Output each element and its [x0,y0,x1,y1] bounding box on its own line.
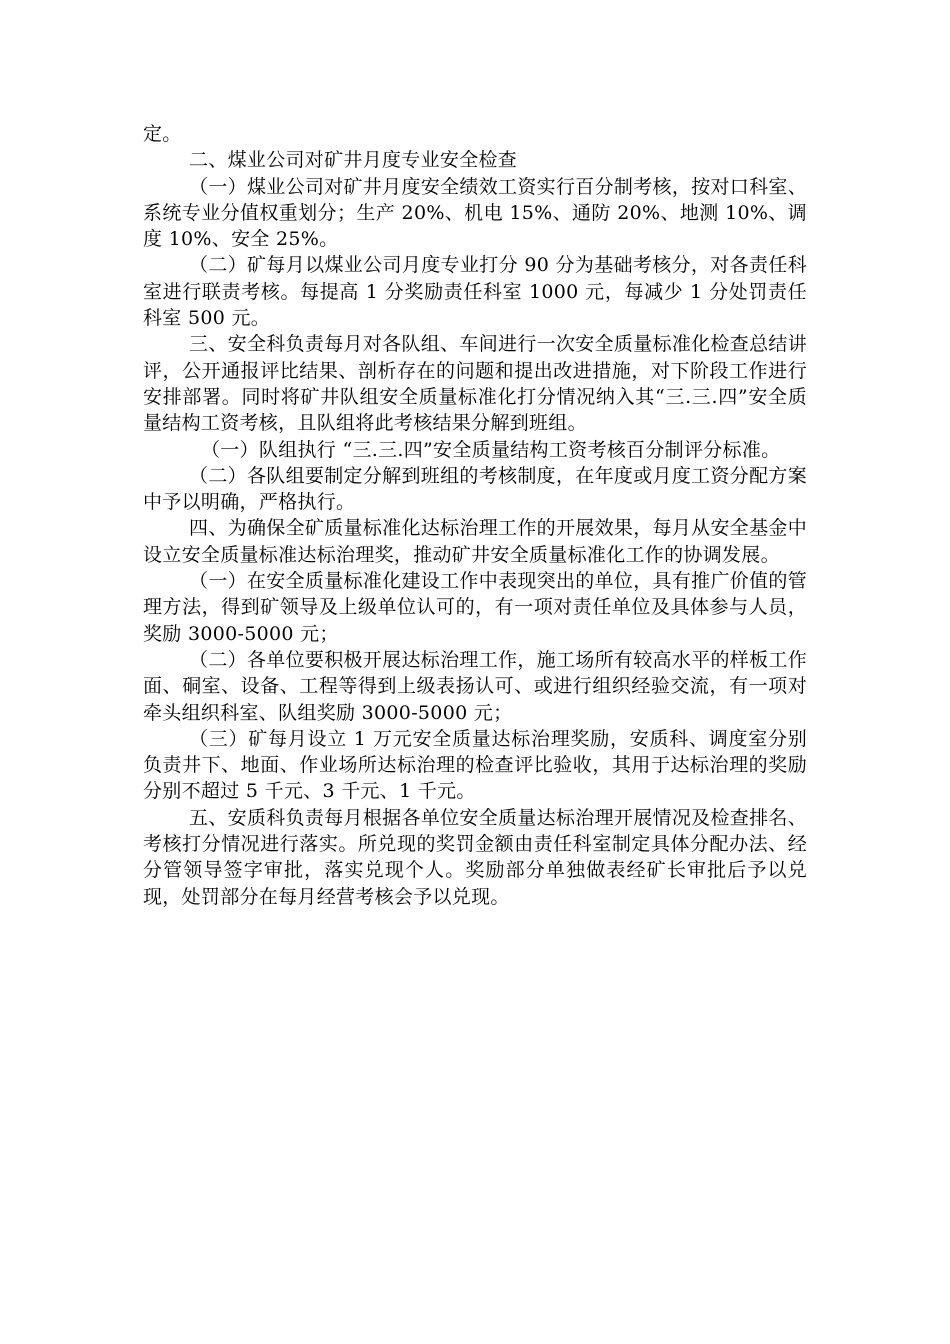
paragraph-4-3: （三）矿每月设立 1 万元安全质量达标治理奖励，安质科、调度室分别负责井下、地面、作业场所达标治理的检查评比验收，其用于达标治理的奖励分别不超过 5 千元、3 千元、1 千元。 [143,727,807,803]
section-heading-2: 二、煤业公司对矿井月度专业安全检查 [189,149,518,172]
section-heading-4: 四、为确保全矿质量标准化达标治理工作的开展效果，每月从安全基金中设立安全质量标准达标治理奖，推动矿井安全质量标准化工作的协调发展。 [143,517,807,566]
section-heading-3: 三、安全科负责每月对各队组、车间进行一次安全质量标准化检查总结讲评，公开通报评比结果、剖析存在的问题和提出改进措施，对下阶段工作进行安排部署。同时将矿井队组安全质量标准化打分情况纳入其“三.三.四”安全质量结构工资考核，且队组将此考核结果分解到班组。 [143,333,807,435]
paragraph-2-1: （一）煤业公司对矿井月度安全绩效工资实行百分制考核，按对口科室、系统专业分值权重划分；生产 20%、机电 15%、通防 20%、地测 10%、调度 10%、安全 25%。 [143,175,807,251]
paragraph-4-1: （一）在安全质量标准化建设工作中表现突出的单位，具有推广价值的管理方法，得到矿领导及上级单位认可的，有一项对责任单位及具体参与人员，奖励 3000-5000 元； [143,570,807,645]
document-page [143,121,807,910]
paragraph-3-1: （一）队组执行 “三.三.四”安全质量结构工资考核百分制评分标准。 [201,438,781,461]
paragraph-4-2: （二）各单位要积极开展达标治理工作，施工场所有较高水平的样板工作面、硐室、设备、工程等得到上级表扬认可、或进行组织经验交流，有一项对牵头组织科室、队组奖励 3000-5000 元； [143,648,807,724]
paragraph-2-2: （二）矿每月以煤业公司月度专业打分 90 分为基础考核分，对各责任科室进行联责考核。每提高 1 分奖励责任科室 1000 元，每减少 1 分处罚责任科室 500 元。 [143,254,807,330]
section-heading-5: 五、安质科负责每月根据各单位安全质量达标治理开展情况及检查排名、考核打分情况进行落实。所兑现的奖罚金额由责任科室制定具体分配办法、经分管领导签字审批，落实兑现个人。奖励部分单独做表经矿长审批后予以兑现，处罚部分在每月经营考核会予以兑现。 [143,806,807,908]
paragraph-continuation: 定。 [143,123,182,145]
paragraph-3-2: （二）各队组要制定分解到班组的考核制度，在年度或月度工资分配方案中予以明确，严格执行。 [143,464,807,514]
